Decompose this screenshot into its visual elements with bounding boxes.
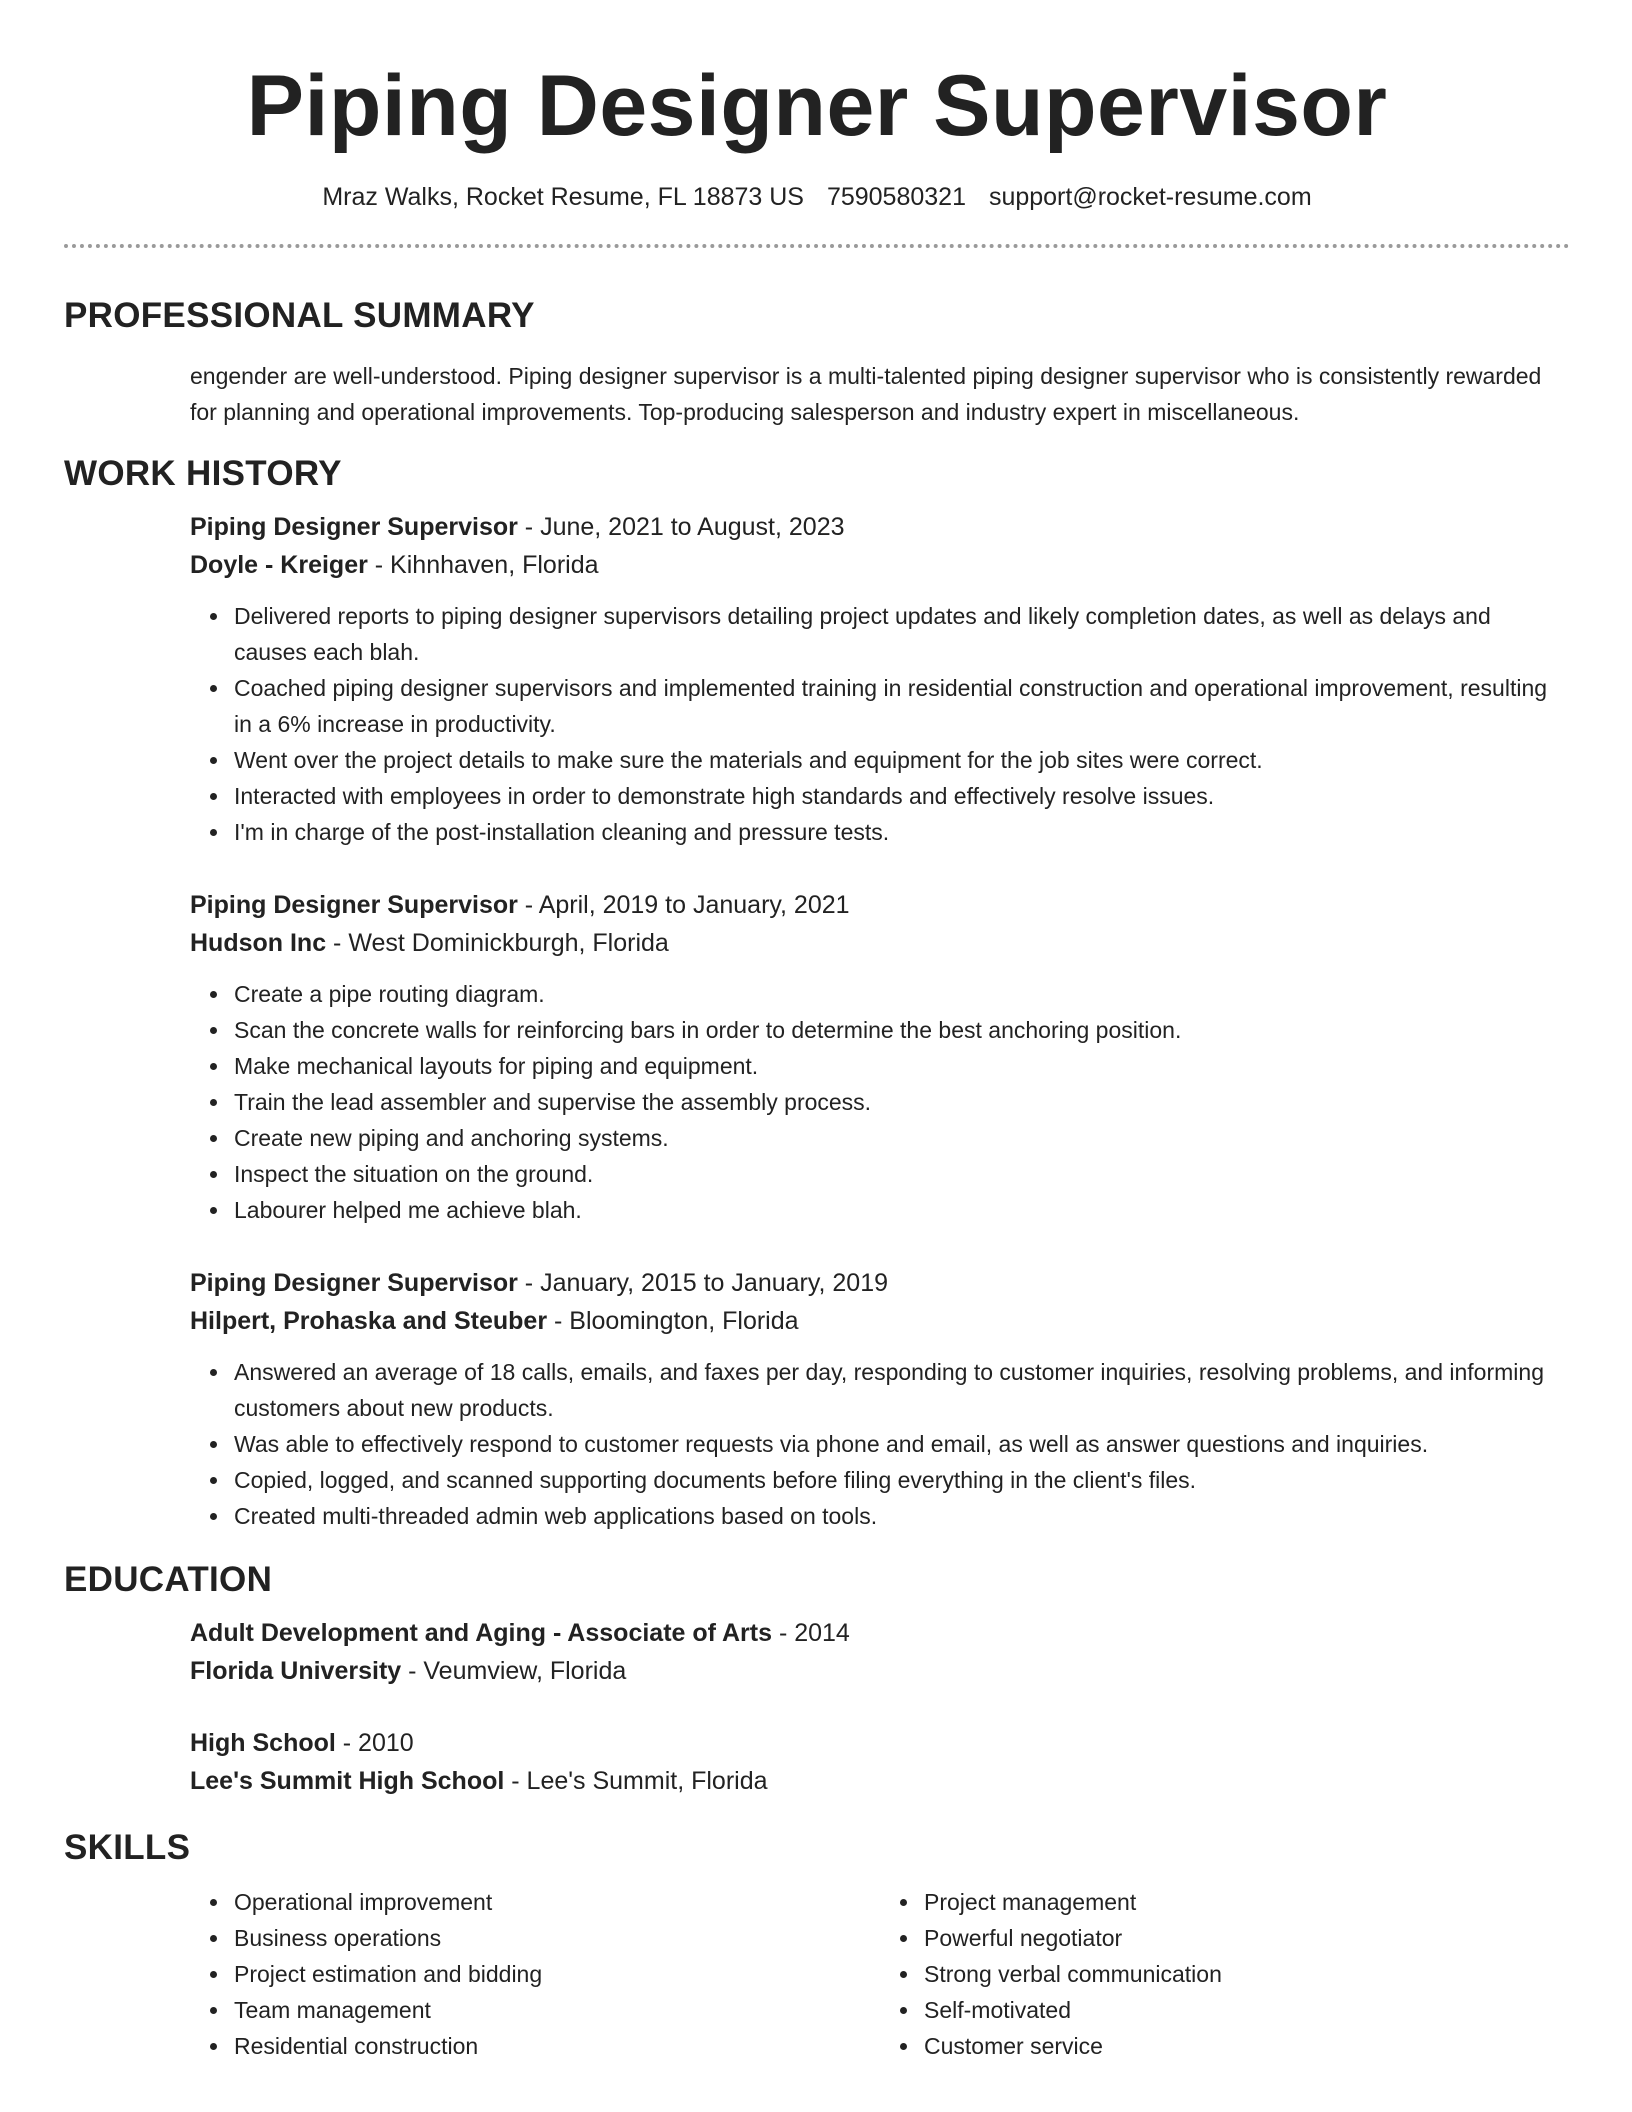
education-entry bbox=[190, 1724, 1570, 1800]
job-title-line bbox=[190, 508, 1570, 546]
job-company-line bbox=[190, 546, 1570, 584]
job-bullets bbox=[190, 976, 1570, 1228]
skill-item: Powerful negotiator bbox=[924, 1920, 1570, 1956]
list-item: I'm in charge of the post-installation cleaning and pressure tests. bbox=[234, 814, 1570, 850]
job-dates: - June, 2021 to August, 2023 bbox=[517, 513, 845, 541]
list-item: Created multi-threaded admin web applications based on tools. bbox=[234, 1498, 1570, 1534]
job-role: Piping Designer Supervisor bbox=[190, 1269, 518, 1297]
education-entry bbox=[190, 1614, 1570, 1690]
list-item: Answered an average of 18 calls, emails, and faxes per day, responding to customer inquiries, resolving problems, and informing customers about new products. bbox=[234, 1354, 1570, 1426]
skill-item: Residential construction bbox=[234, 2028, 880, 2064]
job-company-line bbox=[190, 924, 1570, 962]
list-item: Make mechanical layouts for piping and equipment. bbox=[234, 1048, 1570, 1084]
job-location: - West Dominickburgh, Florida bbox=[326, 929, 669, 957]
list-item: Interacted with employees in order to demonstrate high standards and effectively resolve issues. bbox=[234, 778, 1570, 814]
job-title-line bbox=[190, 1264, 1570, 1302]
job-bullets bbox=[190, 1354, 1570, 1534]
degree-name: Adult Development and Aging - Associate of Arts bbox=[190, 1619, 772, 1647]
skills-column-left bbox=[190, 1884, 880, 2064]
education-heading: EDUCATION bbox=[64, 1560, 273, 1599]
job-company: Hudson Inc bbox=[190, 929, 327, 957]
job-location: - Bloomington, Florida bbox=[547, 1307, 799, 1335]
list-item: Create new piping and anchoring systems. bbox=[234, 1120, 1570, 1156]
work-history-heading: WORK HISTORY bbox=[64, 454, 342, 493]
degree-line bbox=[190, 1724, 1570, 1762]
list-item: Scan the concrete walls for reinforcing bars in order to determine the best anchoring position. bbox=[234, 1012, 1570, 1048]
list-item: Copied, logged, and scanned supporting documents before filing everything in the client's files. bbox=[234, 1462, 1570, 1498]
list-item: Train the lead assembler and supervise the assembly process. bbox=[234, 1084, 1570, 1120]
school-name: Florida University bbox=[190, 1657, 402, 1685]
skill-item: Business operations bbox=[234, 1920, 880, 1956]
skills-heading: SKILLS bbox=[64, 1828, 191, 1867]
degree-line bbox=[190, 1614, 1570, 1652]
list-item: Inspect the situation on the ground. bbox=[234, 1156, 1570, 1192]
summary-text: engender are well-understood. Piping designer supervisor is a multi-talented piping designer supervisor who is consistently rewarded for planning and operational improvements. Top-producing salesperson and industry expert in miscellaneous. bbox=[190, 363, 1542, 425]
list-item: Create a pipe routing diagram. bbox=[234, 976, 1570, 1012]
contact-line bbox=[64, 180, 1570, 214]
resume-page bbox=[64, 0, 1570, 2112]
degree-year: - 2014 bbox=[772, 1619, 850, 1647]
skill-item: Project estimation and bidding bbox=[234, 1956, 880, 1992]
job-role: Piping Designer Supervisor bbox=[190, 513, 518, 541]
school-name: Lee's Summit High School bbox=[190, 1767, 505, 1795]
work-entry bbox=[190, 886, 1570, 1228]
resume-name: Piping Designer Supervisor bbox=[246, 58, 1388, 154]
degree-name: High School bbox=[190, 1729, 336, 1757]
header-divider bbox=[64, 244, 1570, 248]
job-bullets bbox=[190, 598, 1570, 850]
job-dates: - April, 2019 to January, 2021 bbox=[517, 891, 850, 919]
school-location: - Veumview, Florida bbox=[401, 1657, 627, 1685]
skill-item: Operational improvement bbox=[234, 1884, 880, 1920]
skills-column-right bbox=[880, 1884, 1570, 2064]
list-item: Coached piping designer supervisors and implemented training in residential construction and operational improvement, resulting in a 6% increase in productivity. bbox=[234, 670, 1570, 742]
job-location: - Kihnhaven, Florida bbox=[367, 551, 599, 579]
job-role: Piping Designer Supervisor bbox=[190, 891, 518, 919]
skill-item: Team management bbox=[234, 1992, 880, 2028]
list-item: Labourer helped me achieve blah. bbox=[234, 1192, 1570, 1228]
list-item: Was able to effectively respond to customer requests via phone and email, as well as answer questions and inquiries. bbox=[234, 1426, 1570, 1462]
skill-item: Self-motivated bbox=[924, 1992, 1570, 2028]
contact-phone: 7590580321 bbox=[826, 183, 966, 211]
skill-item: Customer service bbox=[924, 2028, 1570, 2064]
job-dates: - January, 2015 to January, 2019 bbox=[517, 1269, 889, 1297]
job-company: Doyle - Kreiger bbox=[190, 551, 368, 579]
job-company-line bbox=[190, 1302, 1570, 1340]
job-company: Hilpert, Prohaska and Steuber bbox=[190, 1307, 548, 1335]
skills-list bbox=[190, 1884, 1570, 2064]
degree-year: - 2010 bbox=[335, 1729, 414, 1757]
list-item: Delivered reports to piping designer supervisors detailing project updates and likely completion dates, as well as delays and causes each blah. bbox=[234, 598, 1570, 670]
contact-address: Mraz Walks, Rocket Resume, FL 18873 US bbox=[322, 183, 804, 211]
list-item: Went over the project details to make sure the materials and equipment for the job sites were correct. bbox=[234, 742, 1570, 778]
school-line bbox=[190, 1762, 1570, 1800]
school-location: - Lee's Summit, Florida bbox=[504, 1767, 768, 1795]
skill-item: Strong verbal communication bbox=[924, 1956, 1570, 1992]
contact-email: support@rocket-resume.com bbox=[988, 183, 1312, 211]
summary-heading: PROFESSIONAL SUMMARY bbox=[64, 296, 535, 335]
work-entry bbox=[190, 1264, 1570, 1534]
skill-item: Project management bbox=[924, 1884, 1570, 1920]
work-entry bbox=[190, 508, 1570, 850]
school-line bbox=[190, 1652, 1570, 1690]
job-title-line bbox=[190, 886, 1570, 924]
